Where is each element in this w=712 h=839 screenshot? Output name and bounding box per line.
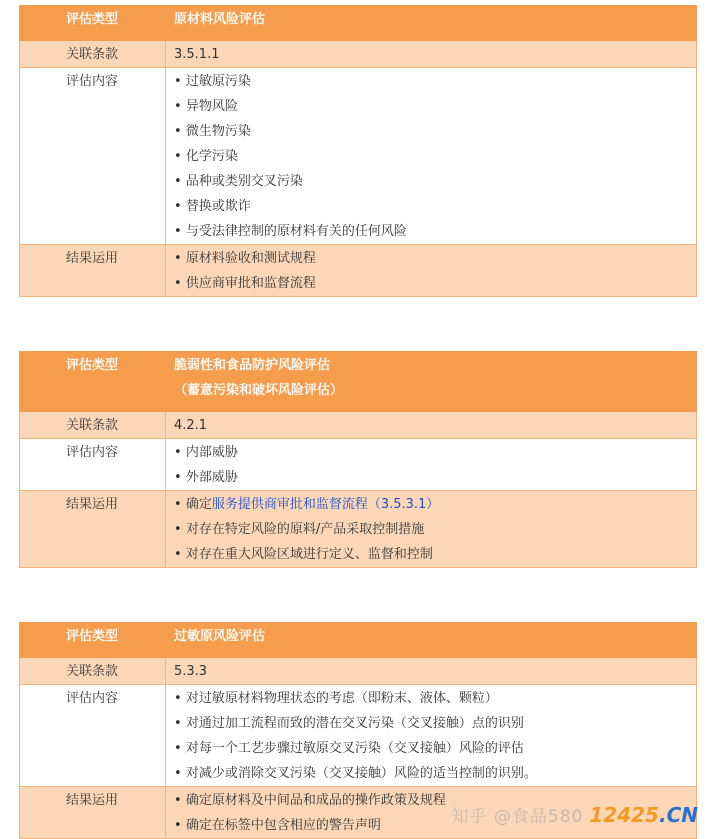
assessment-type-title: 过敏原风险评估: [174, 629, 266, 644]
result-application-row: [20, 245, 697, 297]
risk-table-raw-material: [19, 5, 697, 297]
result-application-label: 结果运用: [66, 251, 119, 266]
related-clause-label: 关联条款: [66, 47, 119, 62]
result-application-row: [20, 491, 697, 568]
content-item: • 外部威胁: [174, 469, 696, 486]
result-item: • 供应商审批和监督流程: [174, 275, 696, 292]
assessment-content-row: [20, 439, 697, 491]
content-item: • 内部威胁: [174, 444, 696, 469]
related-clause-label: 关联条款: [66, 418, 119, 433]
risk-table-vulnerability: [19, 351, 697, 568]
site-watermark-logo: [589, 803, 698, 827]
assessment-type-title: 脆弱性和食品防护风险评估: [174, 358, 331, 373]
related-clause-value: 4.2.1: [174, 418, 208, 433]
content-item: • 对减少或消除交叉污染（交叉接触）风险的适当控制的识别。: [174, 765, 696, 782]
assessment-type-row: [20, 6, 697, 41]
assessment-type-title: 原材料风险评估: [174, 12, 266, 27]
content-item: • 与受法律控制的原材料有关的任何风险: [174, 223, 696, 240]
assessment-type-row: [20, 623, 697, 658]
result-application-label: 结果运用: [66, 497, 119, 512]
assessment-content-row: [20, 685, 697, 787]
result-item: • 对存在特定风险的原料/产品采取控制措施: [174, 521, 696, 546]
result-item: • 确定原材料及中间品和成品的操作政策及规程: [174, 792, 696, 817]
service-provider-link[interactable]: 服务提供商审批和监督流程（3.5.3.1）: [211, 497, 440, 512]
watermark: [452, 802, 698, 827]
content-item: • 过敏原污染: [174, 73, 696, 98]
content-item: • 替换或欺诈: [174, 198, 696, 223]
related-clause-row: [20, 658, 697, 685]
result-item: • 确定在标签中包含相应的警告声明: [174, 817, 696, 834]
result-item-prefix: 确定: [185, 497, 212, 512]
result-item: • 对存在重大风险区域进行定义、监督和控制: [174, 546, 696, 563]
related-clause-value: 3.5.1.1: [174, 47, 220, 62]
assessment-type-row: [20, 352, 697, 412]
content-item: • 对每一个工艺步骤过敏原交叉污染（交叉接触）风险的评估: [174, 740, 696, 765]
content-item: • 对通过加工流程而致的潜在交叉污染（交叉接触）点的识别: [174, 715, 696, 740]
result-item: [174, 496, 696, 521]
content-item: • 化学污染: [174, 148, 696, 173]
content-item: • 对过敏原材料物理状态的考虑（即粉末、液体、颗粒）: [174, 690, 696, 715]
content-item: • 品种或类别交叉污染: [174, 173, 696, 198]
assessment-type-label: 评估类型: [66, 358, 119, 373]
site-tld: .CN: [658, 802, 698, 827]
result-application-label: 结果运用: [66, 793, 119, 808]
site-number: 12425: [589, 802, 659, 827]
assessment-type-label: 评估类型: [66, 629, 119, 644]
content-item: • 异物风险: [174, 98, 696, 123]
result-item: • 原材料验收和测试规程: [174, 250, 696, 275]
assessment-content-label: 评估内容: [66, 74, 119, 89]
related-clause-row: [20, 412, 697, 439]
related-clause-row: [20, 41, 697, 68]
assessment-content-row: [20, 68, 697, 245]
assessment-content-label: 评估内容: [66, 445, 119, 460]
assessment-type-subtitle: （蓄意污染和破坏风险评估）: [174, 383, 344, 398]
related-clause-value: 5.3.3: [174, 664, 208, 679]
assessment-content-label: 评估内容: [66, 691, 119, 706]
related-clause-label: 关联条款: [66, 664, 119, 679]
zhihu-watermark-text: 知乎 @食品580: [451, 807, 584, 827]
assessment-type-label: 评估类型: [66, 12, 119, 27]
content-item: • 微生物污染: [174, 123, 696, 148]
